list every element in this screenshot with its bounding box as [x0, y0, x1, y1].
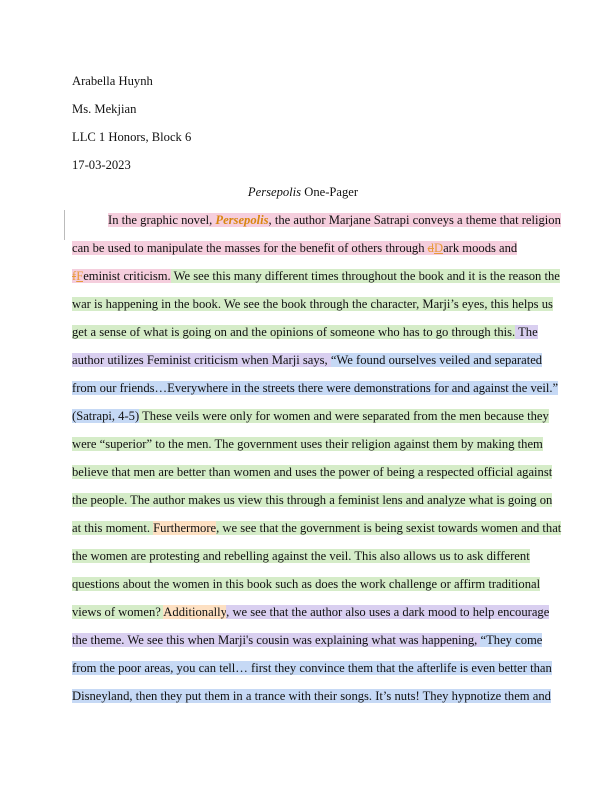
tracked-insertion[interactable]: D	[433, 241, 444, 255]
track-change-bar	[64, 210, 65, 240]
text-segment: author utilizes Feminist criticism when Marji says,	[72, 353, 331, 367]
text-segment: , we see that the author also uses a dark mood to help encourage	[226, 605, 550, 619]
text-segment: , the author Marjane Satrapi conveys a theme that religion	[268, 213, 561, 227]
body-line-9	[72, 436, 543, 452]
text-segment: views of women?	[72, 605, 164, 619]
text-segment: get a sense of what is going on and the opinions of someone who has to go through this.	[72, 325, 516, 339]
text-segment: at this moment.	[72, 521, 154, 535]
text-segment: In the graphic novel,	[108, 213, 216, 227]
text-segment: ark moods and	[443, 241, 518, 255]
body-line-8	[72, 408, 549, 424]
tracked-insertion[interactable]: F	[76, 269, 84, 283]
body-line-3	[72, 268, 560, 284]
student-name: Arabella Huynh	[72, 74, 153, 88]
body-line-17	[72, 660, 552, 676]
quote-segment: “They come	[480, 633, 543, 647]
tracked-deletion[interactable]: d	[427, 241, 434, 255]
body-line-5	[72, 324, 538, 340]
text-segment: believe that men are better than women and uses the power of being a respected official against	[72, 465, 553, 479]
body-line-7	[72, 380, 558, 396]
title-rest: One-Pager	[301, 185, 359, 199]
quote-segment: from the poor areas, you can tell… first they convince them that the afterlife is even better than	[72, 661, 552, 675]
body-line-10	[72, 464, 552, 480]
text-segment: , we see that the government is being sexist towards women and that	[216, 521, 562, 535]
title-book-name: Persepolis	[247, 185, 302, 199]
text-segment: the people. The author makes us view this through a feminist lens and analyze what is going on	[72, 493, 553, 507]
date: 17-03-2023	[72, 158, 131, 172]
book-title-inline: Persepolis	[215, 213, 269, 227]
body-line-14	[72, 576, 540, 592]
quote-segment: Disneyland, then they put them in a trance with their songs. It’s nuts! They hypnotize them and	[72, 689, 551, 703]
text-segment: the theme. We see this when Marji's cousin was explaining what was happening,	[72, 633, 481, 647]
citation: (Satrapi, 4-5)	[72, 409, 140, 423]
quote-segment: from our friends…Everywhere in the streets there were demonstrations for and against the veil.”	[72, 381, 559, 395]
body-line-18	[72, 688, 551, 704]
body-line-2	[72, 240, 517, 256]
body-line-13	[72, 548, 530, 564]
transition-word: Additionally	[163, 605, 227, 619]
transition-word: Furthermore	[153, 521, 217, 535]
body-line-15	[72, 604, 549, 620]
tracked-deletion[interactable]: f	[72, 269, 77, 283]
text-segment: can be used to manipulate the masses for the benefit of others through	[72, 241, 428, 255]
body-line-16	[72, 632, 542, 648]
course-block: LLC 1 Honors, Block 6	[72, 130, 192, 144]
body-line-6	[72, 352, 542, 368]
body-line-11	[72, 492, 552, 508]
text-segment: the women are protesting and rebelling against the veil. This also allows us to ask different	[72, 549, 530, 563]
quote-segment: “We found ourselves veiled and separated	[330, 353, 543, 367]
text-segment: questions about the women in this book such as does the work challenge or affirm traditional	[72, 577, 541, 591]
text-segment: The	[515, 325, 538, 339]
text-segment: were “superior” to the men. The government uses their religion against them by making them	[72, 437, 543, 451]
body-line-4	[72, 296, 553, 312]
text-segment: eminist criticism.	[83, 269, 171, 283]
body-line-1	[72, 212, 561, 228]
teacher-name: Ms. Mekjian	[72, 102, 137, 116]
text-segment: These veils were only for women and were separated from the men because they	[139, 409, 549, 423]
text-segment: We see this many different times throughout the book and it is the reason the	[170, 269, 560, 283]
text-segment: war is happening in the book. We see the book through the character, Marji’s eyes, this helps us	[72, 297, 553, 311]
body-line-12	[72, 520, 561, 536]
page-title	[0, 184, 606, 200]
